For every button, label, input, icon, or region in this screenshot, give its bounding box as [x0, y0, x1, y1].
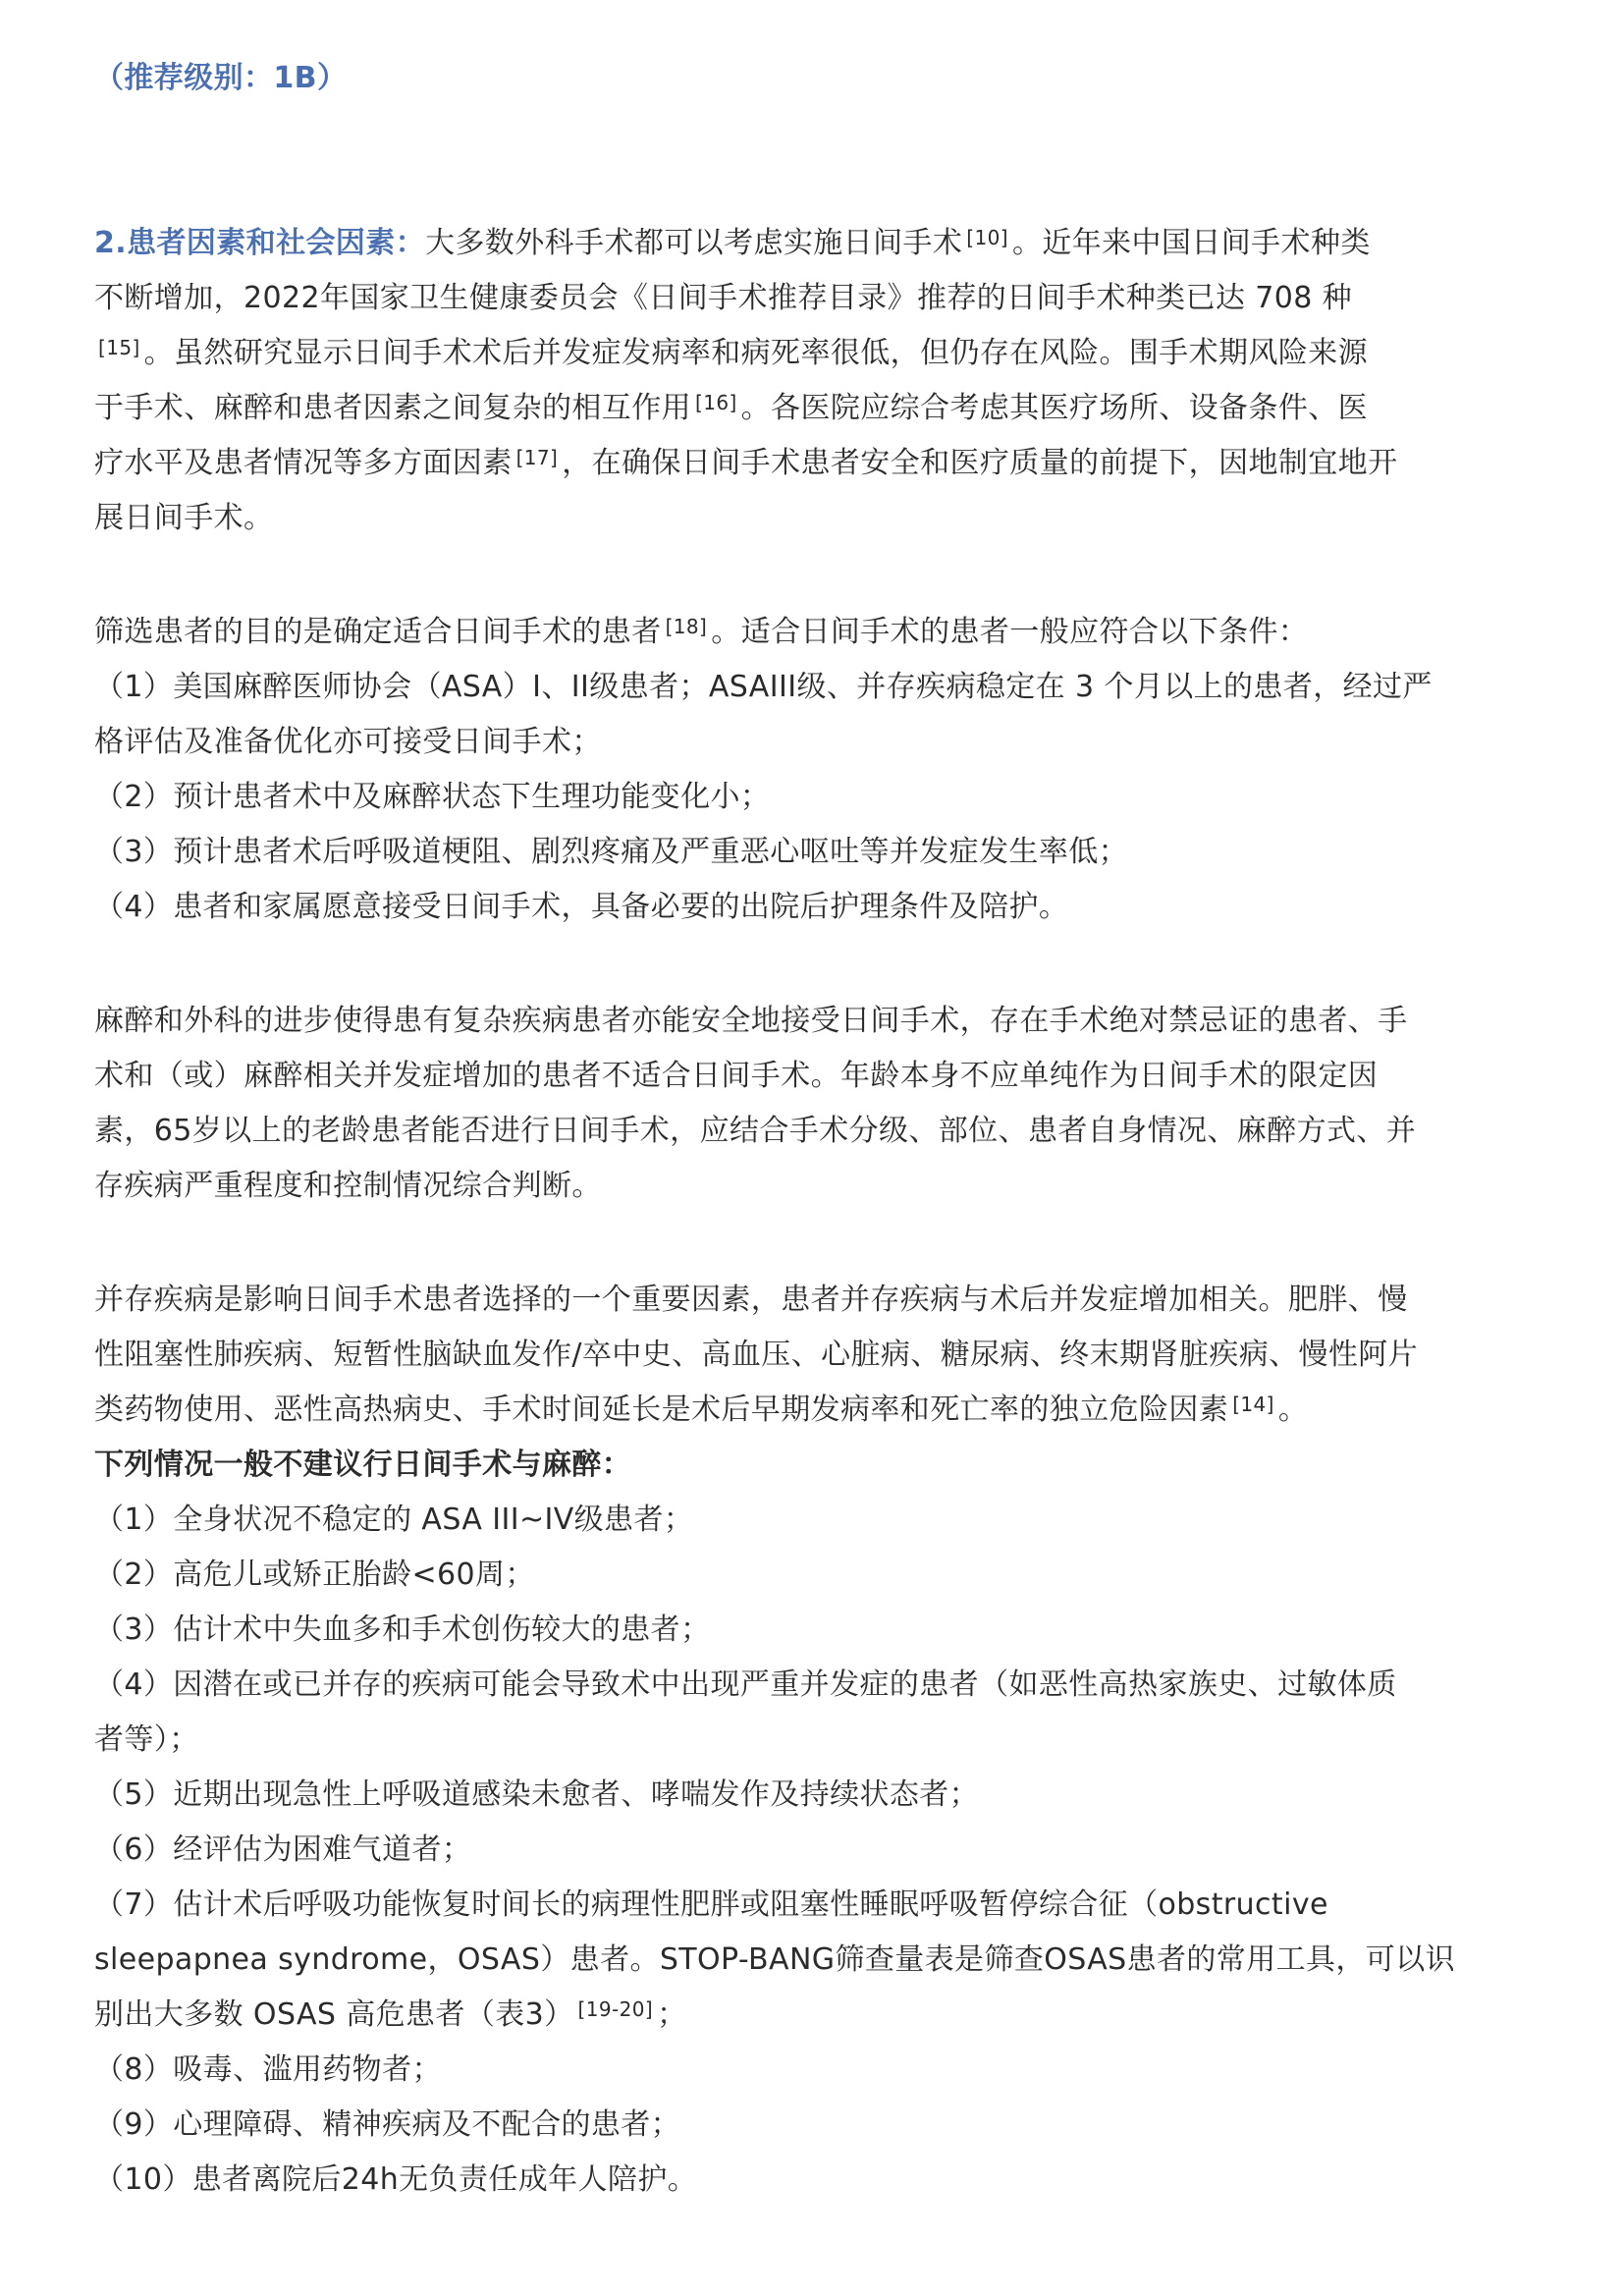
- list-item: （3）预计患者术后呼吸道梗阻、剧烈疼痛及严重恶心呕吐等并发症发生率低；: [94, 835, 1129, 869]
- section-progress: [94, 994, 1536, 1214]
- citation: [10]: [966, 226, 1008, 249]
- list-item: （8）吸毒、滥用药物者；: [94, 2052, 442, 2087]
- list-item: （9）心理障碍、精神疾病及不配合的患者；: [94, 2107, 681, 2142]
- paragraph-line: 类药物使用、恶性高热病史、手术时间延长是术后早期发病率和死亡率的独立危险因素 [14] 。: [94, 1393, 1309, 1427]
- paragraph-line: 不断增加，2022年国家卫生健康委员会《日间手术推荐目录》推荐的日间手术种类已达 708 种: [94, 281, 1353, 315]
- list-item: （6）经评估为困难气道者；: [94, 1832, 472, 1867]
- paragraph-line: 于手术、麻醉和患者因素之间复杂的相互作用 [16] 。各医院应综合考虑其医疗场所、设备条件、医: [94, 391, 1369, 425]
- citation: [17]: [515, 446, 559, 469]
- paragraph-line: 素，65岁以上的老龄患者能否进行日间手术，应结合手术分级、部位、患者自身情况、麻醉方式、并: [94, 1114, 1417, 1148]
- list-item: sleepapnea syndrome，OSAS）患者。STOP-BANG筛查量表是筛查OSAS患者的常用工具，可以识: [94, 1942, 1456, 1977]
- paragraph-line: 性阻塞性肺疾病、短暂性脑缺血发作/卒中史、高血压、心脏病、糖尿病、终末期肾脏疾病、慢性阿片: [94, 1338, 1419, 1372]
- list-item: （1）美国麻醉医师协会（ASA）I、II级患者；ASAIII级、并存疾病稳定在 3 个月以上的患者，经过严: [94, 670, 1433, 704]
- recommendation-level: （推荐级别：1B）: [94, 61, 348, 95]
- paragraph-line: 麻醉和外科的进步使得患有复杂疾病患者亦能安全地接受日间手术，存在手术绝对禁忌证的患者、手: [94, 1004, 1408, 1038]
- list-item: （7）估计术后呼吸功能恢复时间长的病理性肥胖或阻塞性睡眠呼吸暂停综合征（obstructive: [94, 1887, 1328, 1922]
- list-item: （4）患者和家属愿意接受日间手术，具备必要的出院后护理条件及陪护。: [94, 890, 1069, 924]
- section-screening: [94, 605, 1536, 935]
- list-item: 别出大多数 OSAS 高危患者（表3） [19-20] ；: [94, 1997, 687, 2032]
- list-item: （10）患者离院后24h无负责任成年人陪护。: [94, 2162, 698, 2197]
- paragraph-line: 并存疾病是影响日间手术患者选择的一个重要因素，患者并存疾病与术后并发症增加相关。肥胖、慢: [94, 1283, 1408, 1317]
- paragraph-line: 筛选患者的目的是确定适合日间手术的患者 [18] 。适合日间手术的患者一般应符合以下条件：: [94, 615, 1309, 649]
- not-recommended-heading: 下列情况一般不建议行日间手术与麻醉：: [94, 1448, 632, 1482]
- list-item: （2）高危儿或矫正胎龄<60周；: [94, 1558, 535, 1592]
- document-page: [94, 51, 1536, 2208]
- section-heading: 2.患者因素和社会因素：: [94, 226, 426, 260]
- section-patient-social-factors: [94, 216, 1536, 546]
- list-item: （1）全身状况不稳定的 ASA III~IV级患者；: [94, 1503, 694, 1537]
- paragraph-line: 存疾病严重程度和控制情况综合判断。: [94, 1169, 602, 1203]
- paragraph-line: 2.患者因素和社会因素：大多数外科手术都可以考虑实施日间手术 [10] 。近年来中国日间手术种类: [94, 226, 1371, 260]
- paragraph-line: [15] 。虽然研究显示日间手术术后并发症发病率和病死率很低，但仍存在风险。围手术期风险来源: [98, 336, 1369, 370]
- section-comorbidity: [94, 1273, 1536, 2208]
- list-item: 格评估及准备优化亦可接受日间手术；: [94, 725, 602, 759]
- citation: [16]: [695, 391, 737, 414]
- citation: [18]: [665, 615, 708, 638]
- paragraph-line: 术和（或）麻醉相关并发症增加的患者不适合日间手术。年龄本身不应单纯作为日间手术的限定因: [94, 1059, 1379, 1093]
- citation: [19-20]: [577, 1997, 654, 2021]
- list-item: （2）预计患者术中及麻醉状态下生理功能变化小；: [94, 780, 771, 814]
- paragraph-line: 展日间手术。: [94, 501, 274, 535]
- citation: [15]: [98, 336, 140, 359]
- citation: [14]: [1232, 1393, 1274, 1416]
- list-item: 者等）；: [94, 1722, 199, 1757]
- paragraph-line: 疗水平及患者情况等多方面因素 [17] ，在确保日间手术患者安全和医疗质量的前提下，因地制宜地开: [94, 446, 1398, 480]
- list-item: （4）因潜在或已并存的疾病可能会导致术中出现严重并发症的患者（如恶性高热家族史、过敏体质: [94, 1667, 1397, 1702]
- list-item: （5）近期出现急性上呼吸道感染未愈者、哮喘发作及持续状态者；: [94, 1777, 980, 1812]
- list-item: （3）估计术中失血多和手术创伤较大的患者；: [94, 1613, 711, 1647]
